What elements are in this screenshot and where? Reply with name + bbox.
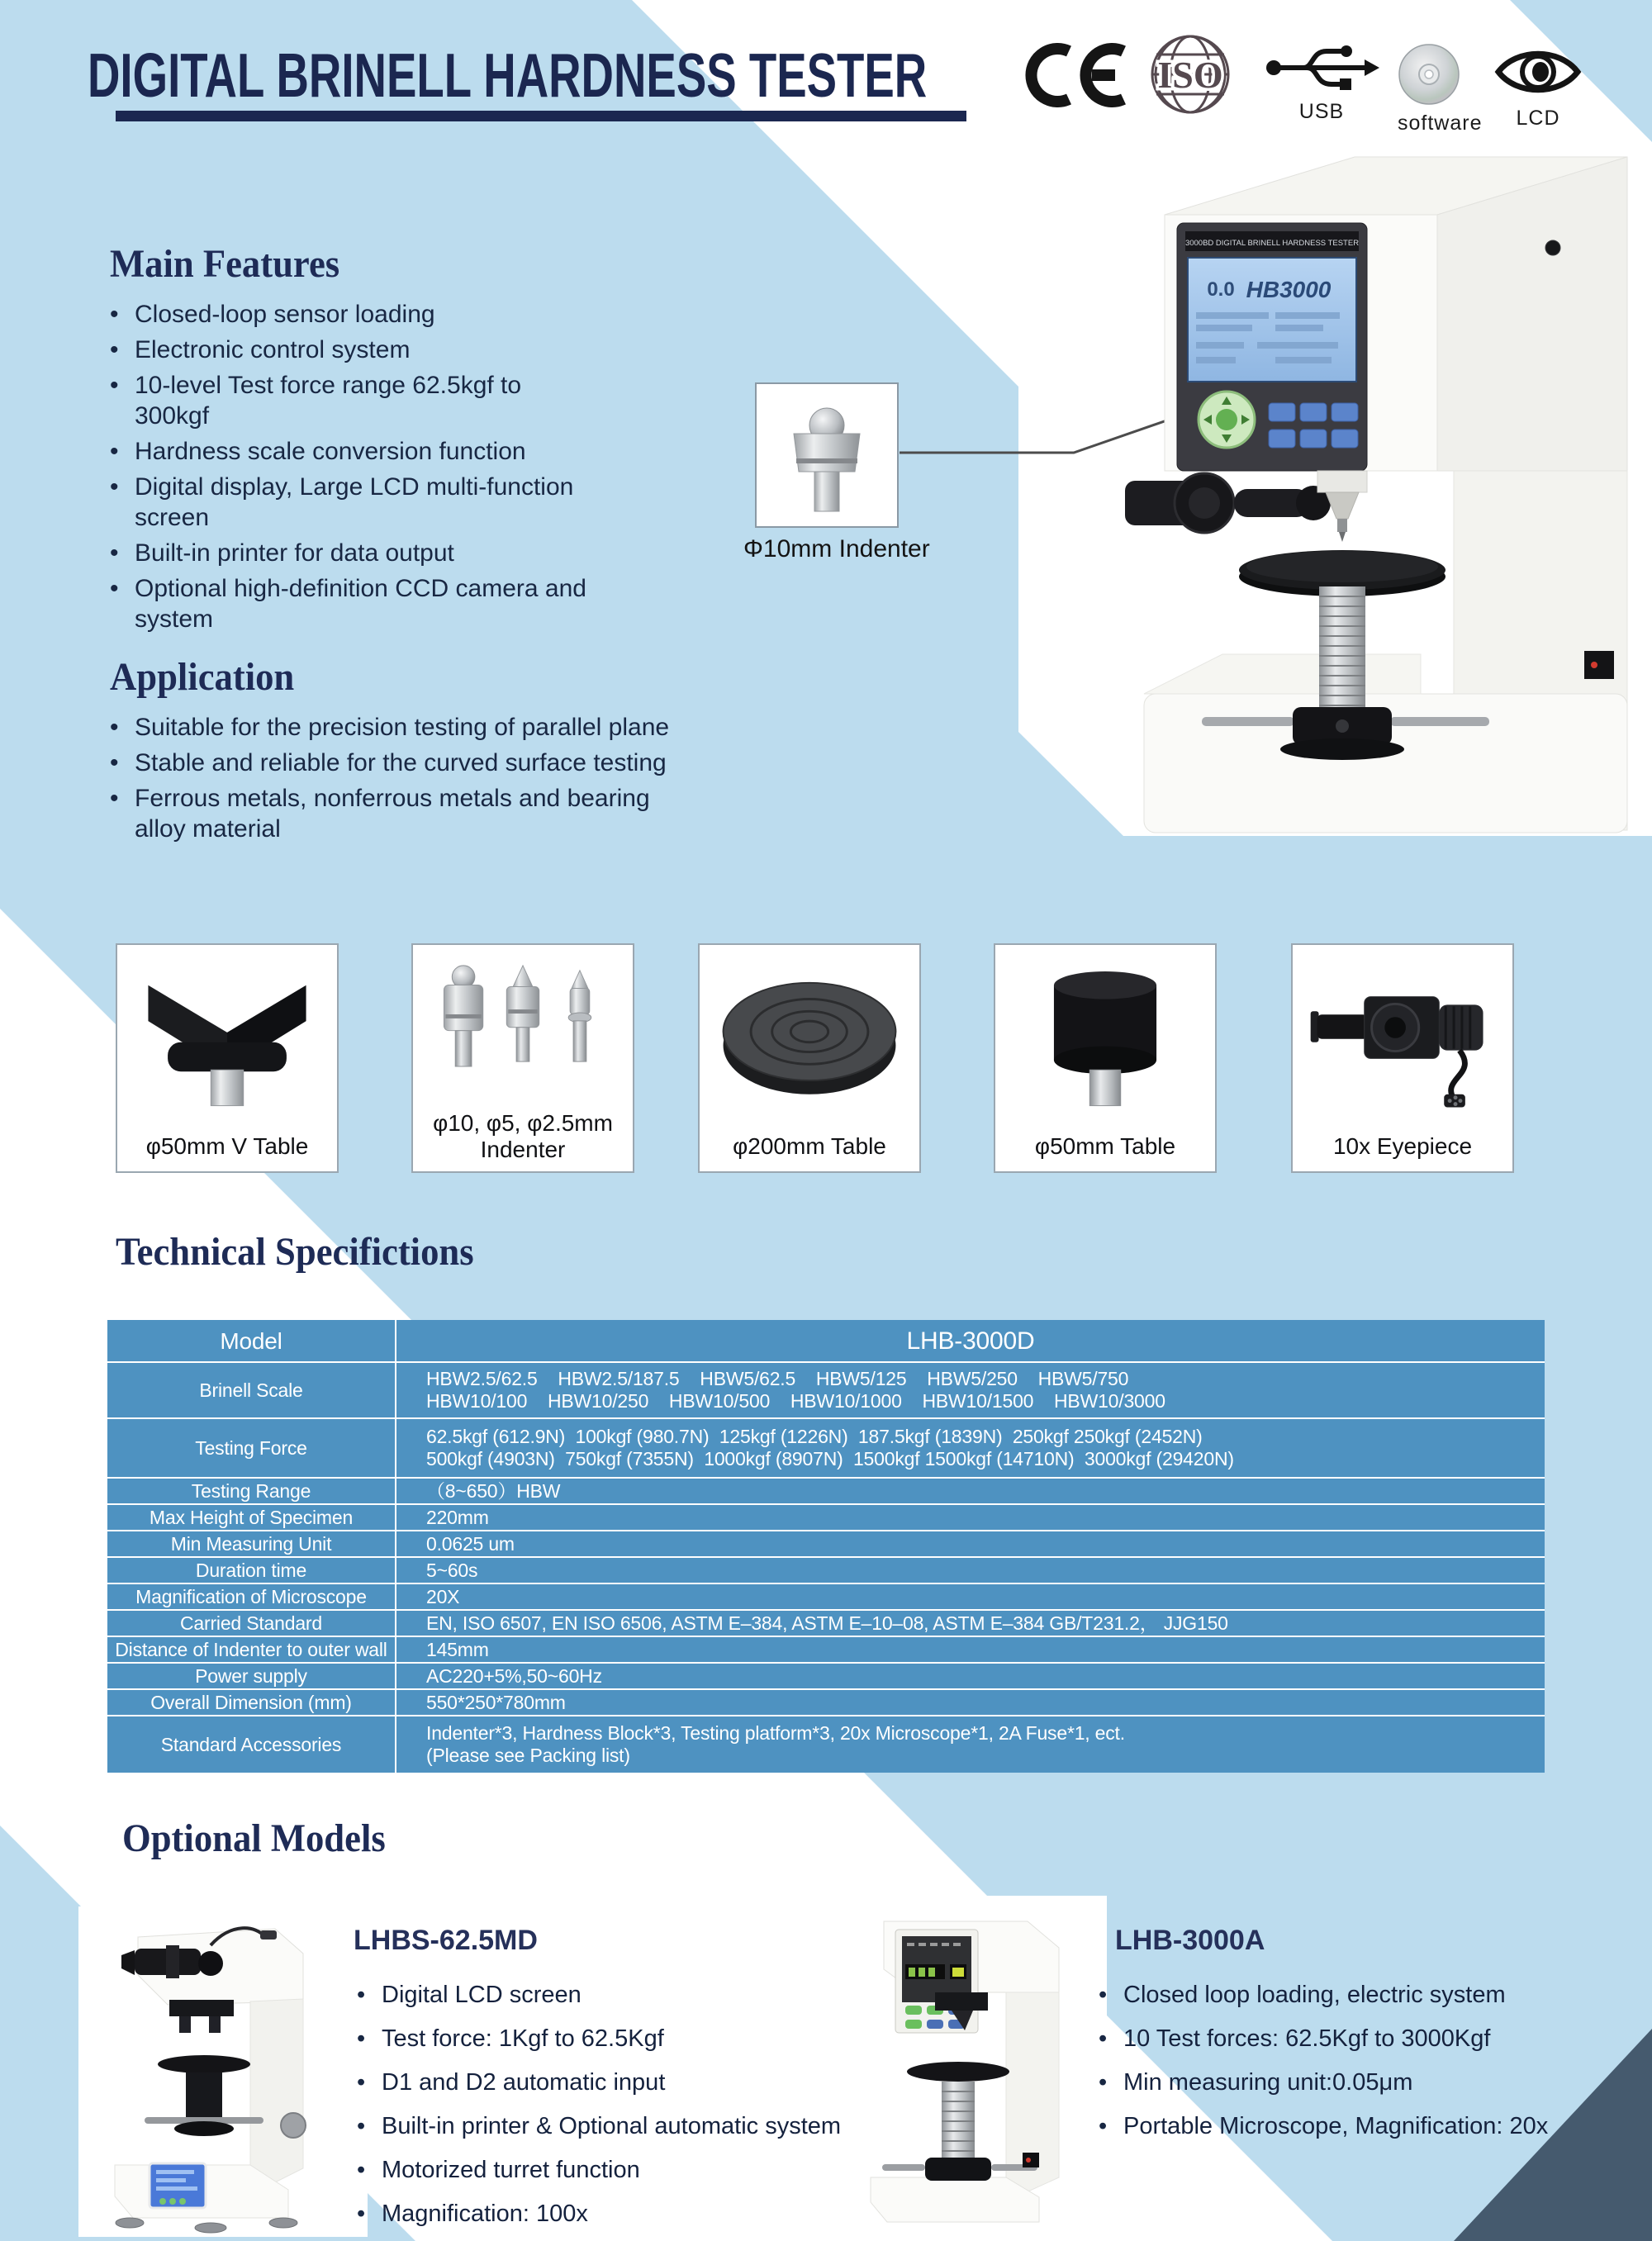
title-underline	[116, 111, 966, 121]
features-heading: Main Features	[110, 242, 340, 286]
lhbs-machine-photo	[87, 1912, 359, 2239]
model-name-lhbs: LHBS-62.5MD	[354, 1925, 538, 1956]
application-list	[110, 712, 672, 849]
software-label: software	[1398, 112, 1483, 135]
eyepiece-image	[1293, 945, 1512, 1110]
table-row: Standard Accessories Indenter*3, Hardness Block*3, Testing platform*3, 20x Microscope*1, 2A Fuse*1, ect. (Please see Packing list)	[107, 1715, 1545, 1773]
table-row: Duration time 5~60s	[107, 1556, 1545, 1583]
lcd-label: LCD	[1516, 107, 1560, 130]
main-machine-photo	[1123, 124, 1652, 855]
list-item: • Motorized turret function	[357, 2157, 640, 2183]
table-row: Brinell Scale HBW2.5/62.5 HBW2.5/187.5 HBW5/62.5 HBW5/125 HBW5/250 HBW5/750 HBW10/100 HBW10/250 HBW10/500 HBW10/1000 HBW10/1500 HBW10/3000	[107, 1361, 1545, 1417]
bullet-icon: •	[110, 575, 119, 602]
iso-icon	[1142, 31, 1239, 121]
table-row: Distance of Indenter to outer wall 145mm	[107, 1636, 1545, 1662]
bullet-icon: •	[110, 785, 119, 812]
table-row: Max Height of Specimen 220mm	[107, 1503, 1545, 1530]
list-item: • Digital LCD screen	[357, 1982, 582, 2008]
accessory-card-v-table: φ50mm V Table	[116, 943, 339, 1173]
table-row: Overall Dimension (mm) 550*250*780mm	[107, 1688, 1545, 1715]
page-title: DIGITAL BRINELL HARDNESS TESTER	[88, 40, 928, 111]
list-item: • 10 Test forces: 62.5Kgf to 3000Kgf	[1099, 2025, 1491, 2052]
specs-table	[107, 1320, 1545, 1773]
list-item: • Closed loop loading, electric system	[1099, 1982, 1506, 2008]
table-200mm-image	[700, 945, 919, 1110]
list-item: • Optional high-definition CCD camera and system	[110, 575, 586, 633]
bullet-icon: •	[357, 2157, 366, 2183]
list-item: • Suitable for the precision testing of parallel plane	[110, 714, 670, 741]
software-icon	[1398, 43, 1482, 135]
list-item: • Closed-loop sensor loading	[110, 301, 435, 328]
bullet-icon: •	[1099, 2069, 1108, 2096]
table-row: Testing Force 62.5kgf (612.9N) 100kgf (980.7N) 125kgf (1226N) 187.5kgf (1839N) 250kgf 250kgf (2452N) 500kgf (4903N) 750kgf (7355N) 1000kgf (8907N) 1500kgf 1500kgf (14710N) 3000kgf (29420N)	[107, 1417, 1545, 1477]
bullet-icon: •	[110, 749, 119, 776]
usb-icon	[1264, 40, 1379, 124]
specs-heading: Technical Specifictions	[116, 1230, 474, 1274]
bullet-icon: •	[357, 2201, 366, 2227]
lhb3000a-machine-photo	[852, 1900, 1100, 2234]
list-item: • Digital display, Large LCD multi-function screen	[110, 473, 574, 531]
table-row: Carried Standard EN, ISO 6507, EN ISO 6506, ASTM E–384, ASTM E–10–08, ASTM E–384 GB/T231.2， JJG150	[107, 1609, 1545, 1636]
indenter-callout-box	[755, 382, 899, 528]
bullet-icon: •	[357, 1982, 366, 2008]
machine-panel-title: 3000BD DIGITAL BRINELL HARDNESS TESTER	[1184, 239, 1360, 248]
bullet-icon: •	[1099, 2025, 1108, 2052]
accessory-card-indenters: φ10, φ5, φ2.5mm Indenter	[411, 943, 634, 1173]
indenters-image	[413, 945, 633, 1082]
optional-heading: Optional Models	[122, 1816, 386, 1860]
bullet-icon: •	[110, 336, 119, 363]
list-item: • D1 and D2 automatic input	[357, 2069, 666, 2096]
machine-display-value: 0.0	[1207, 278, 1235, 301]
v-table-image	[117, 945, 337, 1110]
table-row: Min Measuring Unit 0.0625 um	[107, 1530, 1545, 1556]
bullet-icon: •	[357, 2113, 366, 2139]
bullet-icon: •	[110, 301, 119, 328]
bullet-icon: •	[1099, 2113, 1108, 2139]
table-50mm-image	[995, 945, 1215, 1110]
bullet-icon: •	[357, 2069, 366, 2096]
bullet-icon: •	[110, 539, 119, 567]
indenter-10mm-image	[757, 384, 897, 526]
list-item: • Min measuring unit:0.05μm	[1099, 2069, 1413, 2096]
lhbs-feature-list	[357, 1981, 894, 2241]
list-item: • 10-level Test force range 62.5kgf to 300kgf	[110, 372, 522, 430]
list-item: • Hardness scale conversion function	[110, 438, 526, 465]
table-row: Testing Range （8~650）HBW	[107, 1477, 1545, 1503]
bullet-icon: •	[110, 473, 119, 501]
model-name-lhb3000a: LHB-3000A	[1115, 1925, 1265, 1956]
accessory-card-200mm-table: φ200mm Table	[698, 943, 921, 1173]
application-heading: Application	[110, 655, 295, 699]
features-list	[110, 299, 593, 639]
list-item: • Magnification: 100x	[357, 2201, 588, 2227]
bullet-icon: •	[110, 372, 119, 399]
list-item: • Built-in printer & Optional automatic system	[357, 2113, 842, 2139]
table-row: Model LHB-3000D	[107, 1320, 1545, 1361]
list-item: • Ferrous metals, nonferrous metals and bearing alloy material	[110, 785, 650, 843]
accessory-card-50mm-table: φ50mm Table	[994, 943, 1217, 1173]
lcd-icon	[1492, 43, 1584, 131]
list-item: • Test force: 1Kgf to 62.5Kgf	[357, 2025, 664, 2052]
accessory-card-eyepiece: 10x Eyepiece	[1291, 943, 1514, 1173]
iso-label: ISO	[1157, 54, 1223, 96]
bullet-icon: •	[1099, 1982, 1108, 2008]
usb-label: USB	[1298, 100, 1345, 123]
bullet-icon: •	[110, 438, 119, 465]
ce-icon	[1023, 43, 1130, 112]
list-item: • Portable Microscope, Magnification: 20x	[1099, 2113, 1549, 2139]
list-item: • Built-in printer for data output	[110, 539, 454, 567]
indenter-callout-label: Φ10mm Indenter	[743, 535, 930, 563]
list-item: • Electronic control system	[110, 336, 411, 363]
list-item: • Stable and reliable for the curved surface testing	[110, 749, 667, 776]
table-row: Magnification of Microscope 20X	[107, 1583, 1545, 1609]
bullet-icon: •	[357, 2025, 366, 2052]
table-row: Power supply AC220+5%,50~60Hz	[107, 1662, 1545, 1688]
machine-display-scale: HB3000	[1246, 277, 1332, 302]
bullet-icon: •	[110, 714, 119, 741]
lhb3000a-feature-list	[1099, 1981, 1652, 2156]
